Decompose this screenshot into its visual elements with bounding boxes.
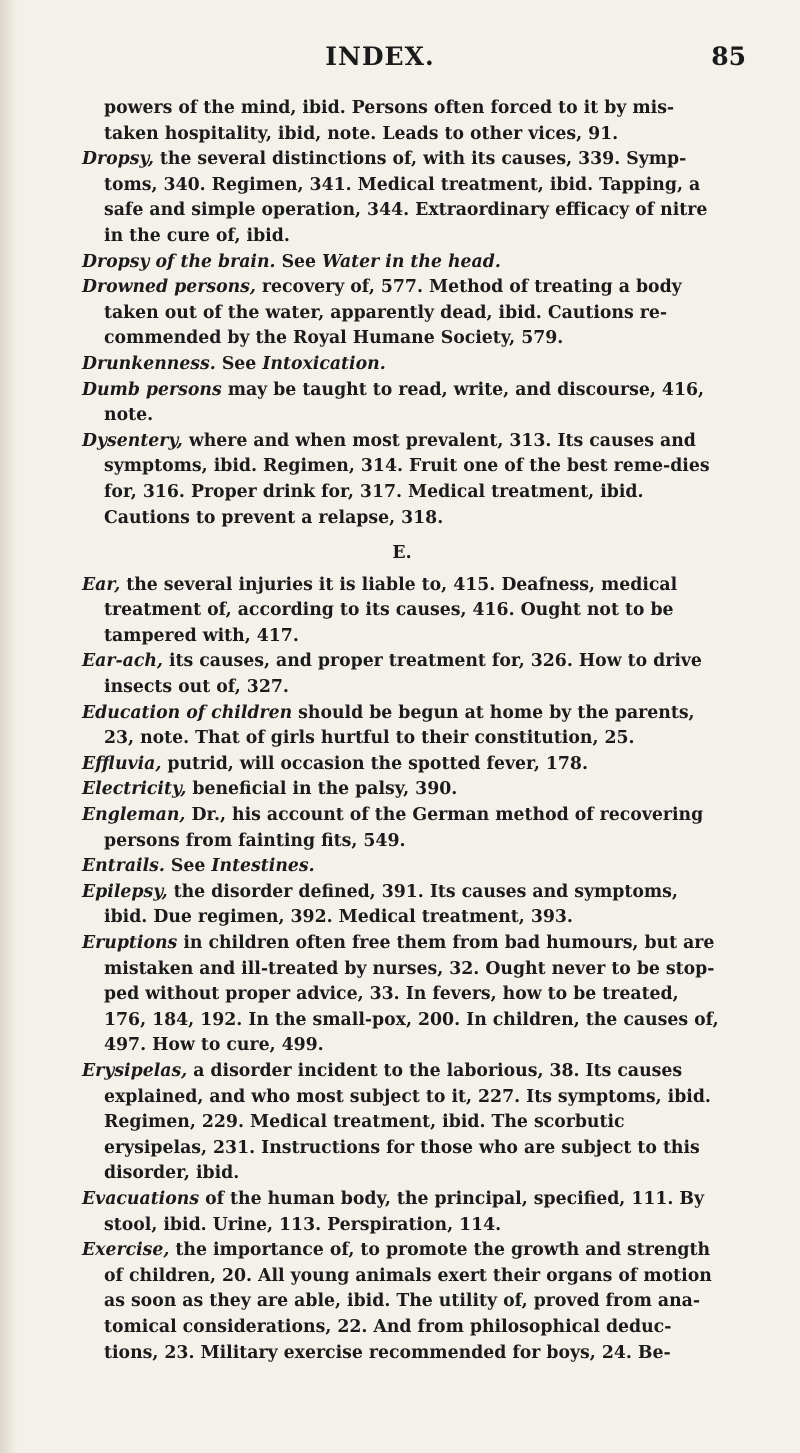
index-entry: [82, 378, 722, 429]
index-term: Dysentery,: [82, 430, 183, 451]
index-entry-text: the importance of, to promote the growth and strength of children, 20. All young animals exert their organs of motion as soon as they are able, ibid. The utility of, proved from ana-tomical considerations, 22. And from philosophical deduc-tions, 23. Military exercise recommended for boys, 24. Be-: [104, 1240, 712, 1363]
index-entry: [82, 1059, 722, 1187]
index-entry-text: recovery of, 577. Method of treating a body taken out of the water, apparently dead, ibid. Cautions re-commended by the Royal Humane Society, 579.: [104, 277, 682, 349]
index-entry: [82, 777, 722, 803]
index-entry-text: in children often free them from bad humours, but are mistaken and ill-treated by nurses, 32. Ought never to be stop-ped without proper advice, 33. In fevers, how to be treated, 176, 184, 192. In the small-pox, 200. In children, the causes of, 497. How to cure, 499.: [104, 933, 719, 1056]
section-letter: E.: [392, 543, 412, 564]
index-entry: [82, 147, 722, 249]
index-entry-text: See: [164, 856, 212, 877]
index-entry: [82, 649, 722, 700]
index-term: Epilepsy,: [82, 881, 168, 902]
index-term: Ear-ach,: [82, 651, 163, 672]
index-entry: [82, 352, 722, 378]
index-term: Effluvia,: [82, 753, 162, 774]
cross-reference: Water in the head.: [322, 251, 501, 272]
index-term: Eruptions: [82, 933, 178, 953]
page-binding-edge: [0, 0, 18, 1453]
index-entry: [82, 701, 722, 752]
index-entry: [82, 803, 722, 854]
index-entry-text: where and when most prevalent, 313. Its causes and symptoms, ibid. Regimen, 314. Fruit one of the best reme-dies for, 316. Proper drink for, 317. Medical treatment, ibid. Cautions to prevent a relapse, 318.: [104, 430, 710, 528]
index-entry: [82, 931, 722, 1059]
index-entry-text: the disorder defined, 391. Its causes and symptoms, ibid. Due regimen, 392. Medical treatment, 393.: [104, 881, 678, 928]
page-header: [60, 42, 746, 78]
index-term: Ear,: [82, 574, 121, 595]
running-title: INDEX.: [325, 42, 435, 71]
index-entry-text: See: [215, 353, 263, 374]
index-entry-text: a disorder incident to the laborious, 38. Its causes explained, and who most subject to it, 227. Its symptoms, ibid. Regimen, 229. Medical treatment, ibid. The scorbutic erysipelas, 231. Instructions for those who are subject to this disorder, ibid.: [104, 1060, 711, 1184]
index-entry: [82, 752, 722, 778]
cross-reference: Intoxication.: [262, 353, 386, 374]
index-entry: [82, 880, 722, 931]
index-term: Evacuations: [82, 1188, 200, 1209]
index-entries-d: [82, 96, 722, 531]
index-term: Electricity,: [82, 779, 187, 800]
index-entry: [82, 275, 722, 352]
index-entry-text: of the human body, the principal, specified, 111. By stool, ibid. Urine, 113. Perspiration, 114.: [104, 1188, 705, 1235]
index-entry-text: Dr., his account of the German method of recovering persons from fainting fits, 549.: [104, 805, 704, 851]
index-entry-text: beneficial in the palsy, 390.: [186, 779, 458, 800]
index-entry-text: See: [275, 251, 323, 272]
index-entry-text: the several distinctions of, with its causes, 339. Symp-toms, 340. Regimen, 341. Medical treatment, ibid. Tapping, a safe and simple operation, 344. Extraordinary efficacy of nitre in the cure of, ibid.: [104, 149, 708, 246]
index-term: Dropsy,: [82, 149, 154, 170]
index-entry: [82, 96, 722, 147]
index-term: Dropsy of the brain.: [82, 251, 276, 272]
index-entry: [82, 1238, 722, 1366]
index-term: Engleman,: [82, 805, 186, 826]
index-term: Dumb persons: [82, 379, 222, 400]
index-entry-text: powers of the mind, ibid. Persons often forced to it by mis-taken hospitality, ibid, note. Leads to other vices, 91.: [104, 98, 675, 144]
index-body: [82, 96, 722, 1366]
index-term: Exercise,: [82, 1240, 170, 1261]
index-term: Drunkenness.: [82, 353, 216, 374]
index-term: Drowned persons,: [82, 277, 256, 298]
index-entry: [82, 1187, 722, 1238]
page-number: 85: [711, 42, 746, 71]
index-term: Erysipelas,: [82, 1060, 188, 1081]
index-entry-text: should be begun at home by the parents, 23, note. That of girls hurtful to their constitution, 25.: [104, 702, 695, 749]
index-entry-text: putrid, will occasion the spotted fever, 178.: [161, 753, 588, 774]
index-entry: [82, 429, 722, 531]
index-term: Education of children: [82, 702, 293, 723]
index-entry: [82, 854, 722, 880]
index-entry-text: its causes, and proper treatment for, 326. How to drive insects out of, 327.: [104, 651, 702, 698]
index-entry-text: may be taught to read, write, and discourse, 416, note.: [104, 379, 705, 426]
index-term: Entrails.: [82, 856, 165, 877]
index-entry: [82, 250, 722, 276]
index-entry-text: the several injuries it is liable to, 415. Deafness, medical treatment of, according to its causes, 416. Ought not to be tampered with, 417.: [104, 574, 678, 646]
cross-reference: Intestines.: [211, 856, 315, 877]
index-entry: [82, 573, 722, 650]
index-entries-e: [82, 573, 722, 1366]
